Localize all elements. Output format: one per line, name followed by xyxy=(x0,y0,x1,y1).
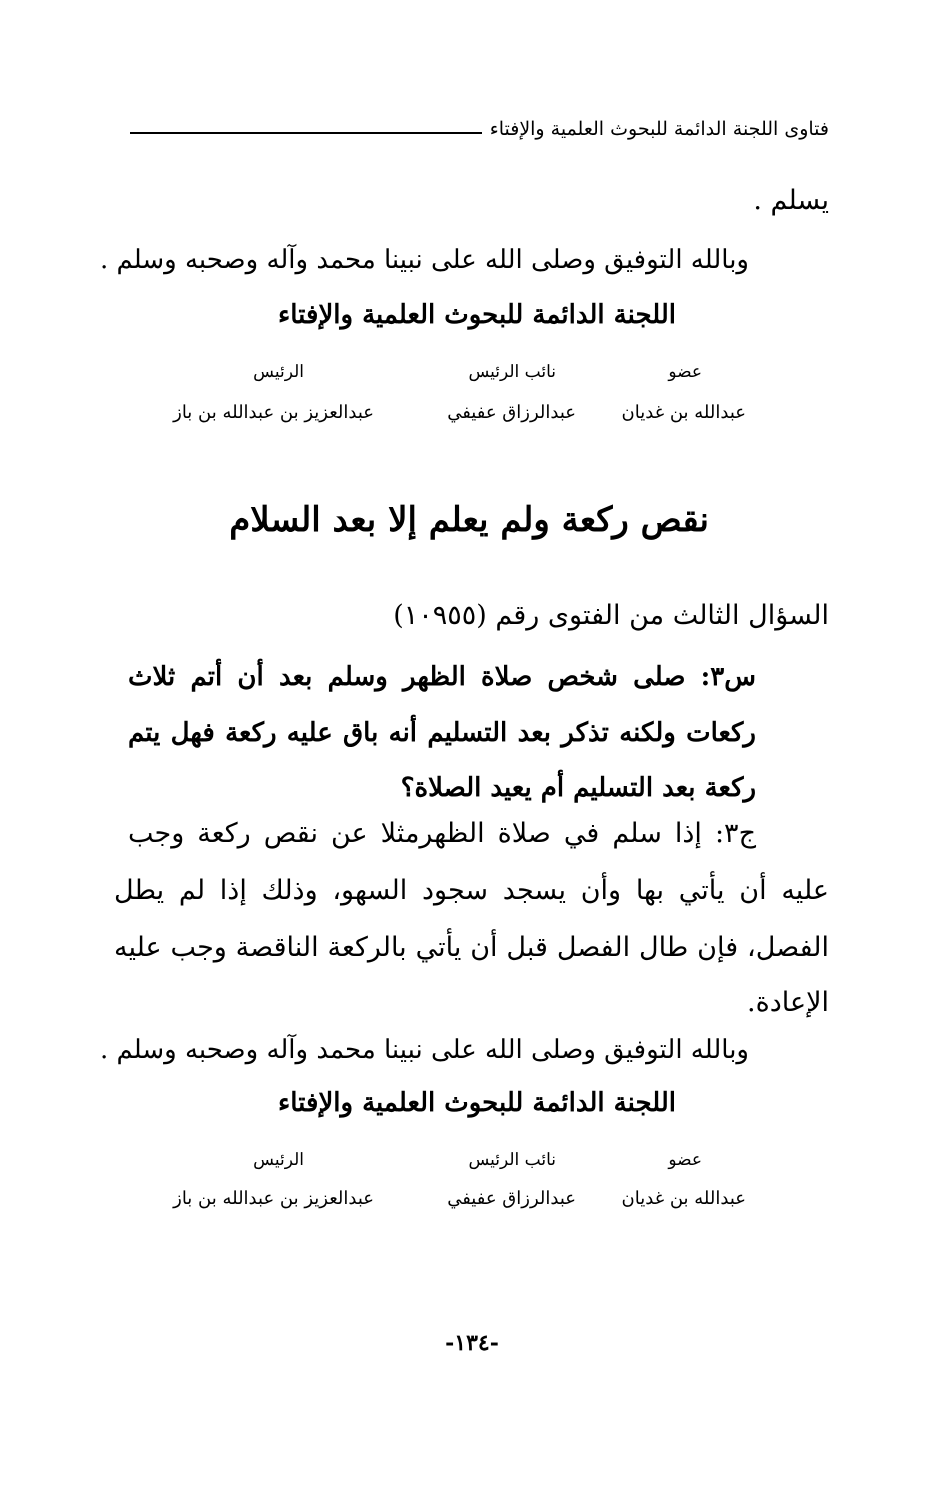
prev-role-deputy: نائب الرئيس xyxy=(468,362,556,382)
prev-closing-line: وبالله التوفيق وصلى الله على نبينا محمد وآله وصحبه وسلم . xyxy=(99,245,749,275)
prev-name-member: عبدالله بن غديان xyxy=(621,402,746,423)
role-member: عضو xyxy=(668,1150,702,1170)
prev-name-chair: عبدالعزيز بن عبدالله بن باز xyxy=(173,402,374,423)
answer-line: ج٣: إذا سلم في صلاة الظهرمثلا عن نقص ركعة وجب xyxy=(128,818,756,849)
prev-role-member: عضو xyxy=(668,362,702,382)
name-deputy: عبدالرزاق عفيفي xyxy=(447,1188,576,1209)
name-chair: عبدالعزيز بن عبدالله بن باز xyxy=(173,1188,374,1209)
running-header-title: فتاوى اللجنة الدائمة للبحوث العلمية والإفتاء xyxy=(489,118,829,140)
answer-line: الإعادة. xyxy=(747,987,829,1018)
prev-fatwa-tail: يسلم . xyxy=(753,185,829,216)
header-rule xyxy=(130,132,482,134)
prev-name-deputy: عبدالرزاق عفيفي xyxy=(447,402,576,423)
role-chair: الرئيس xyxy=(253,1150,304,1170)
prev-committee-name: اللجنة الدائمة للبحوث العلمية والإفتاء xyxy=(278,300,676,330)
question-line: ركعة بعد التسليم أم يعيد الصلاة؟ xyxy=(400,773,756,803)
section-title: نقص ركعة ولم يعلم إلا بعد السلام xyxy=(229,500,709,540)
role-deputy: نائب الرئيس xyxy=(468,1150,556,1170)
closing-line: وبالله التوفيق وصلى الله على نبينا محمد وآله وصحبه وسلم . xyxy=(99,1035,749,1065)
committee-name: اللجنة الدائمة للبحوث العلمية والإفتاء xyxy=(278,1088,676,1118)
name-member: عبدالله بن غديان xyxy=(621,1188,746,1209)
answer-line: الفصل، فإن طال الفصل قبل أن يأتي بالركعة الناقصة وجب عليه xyxy=(114,932,829,963)
prev-role-chair: الرئيس xyxy=(253,362,304,382)
page-number: -١٣٤- xyxy=(445,1330,499,1356)
answer-line: عليه أن يأتي بها وأن يسجد سجود السهو، وذلك إذا لم يطل xyxy=(114,875,829,906)
question-line: س٣: صلى شخص صلاة الظهر وسلم بعد أن أتم ثلاث xyxy=(128,662,756,692)
question-reference: السؤال الثالث من الفتوى رقم (١٠٩٥٥) xyxy=(393,600,829,631)
question-line: ركعات ولكنه تذكر بعد التسليم أنه باق عليه ركعة فهل يتم xyxy=(128,718,756,748)
